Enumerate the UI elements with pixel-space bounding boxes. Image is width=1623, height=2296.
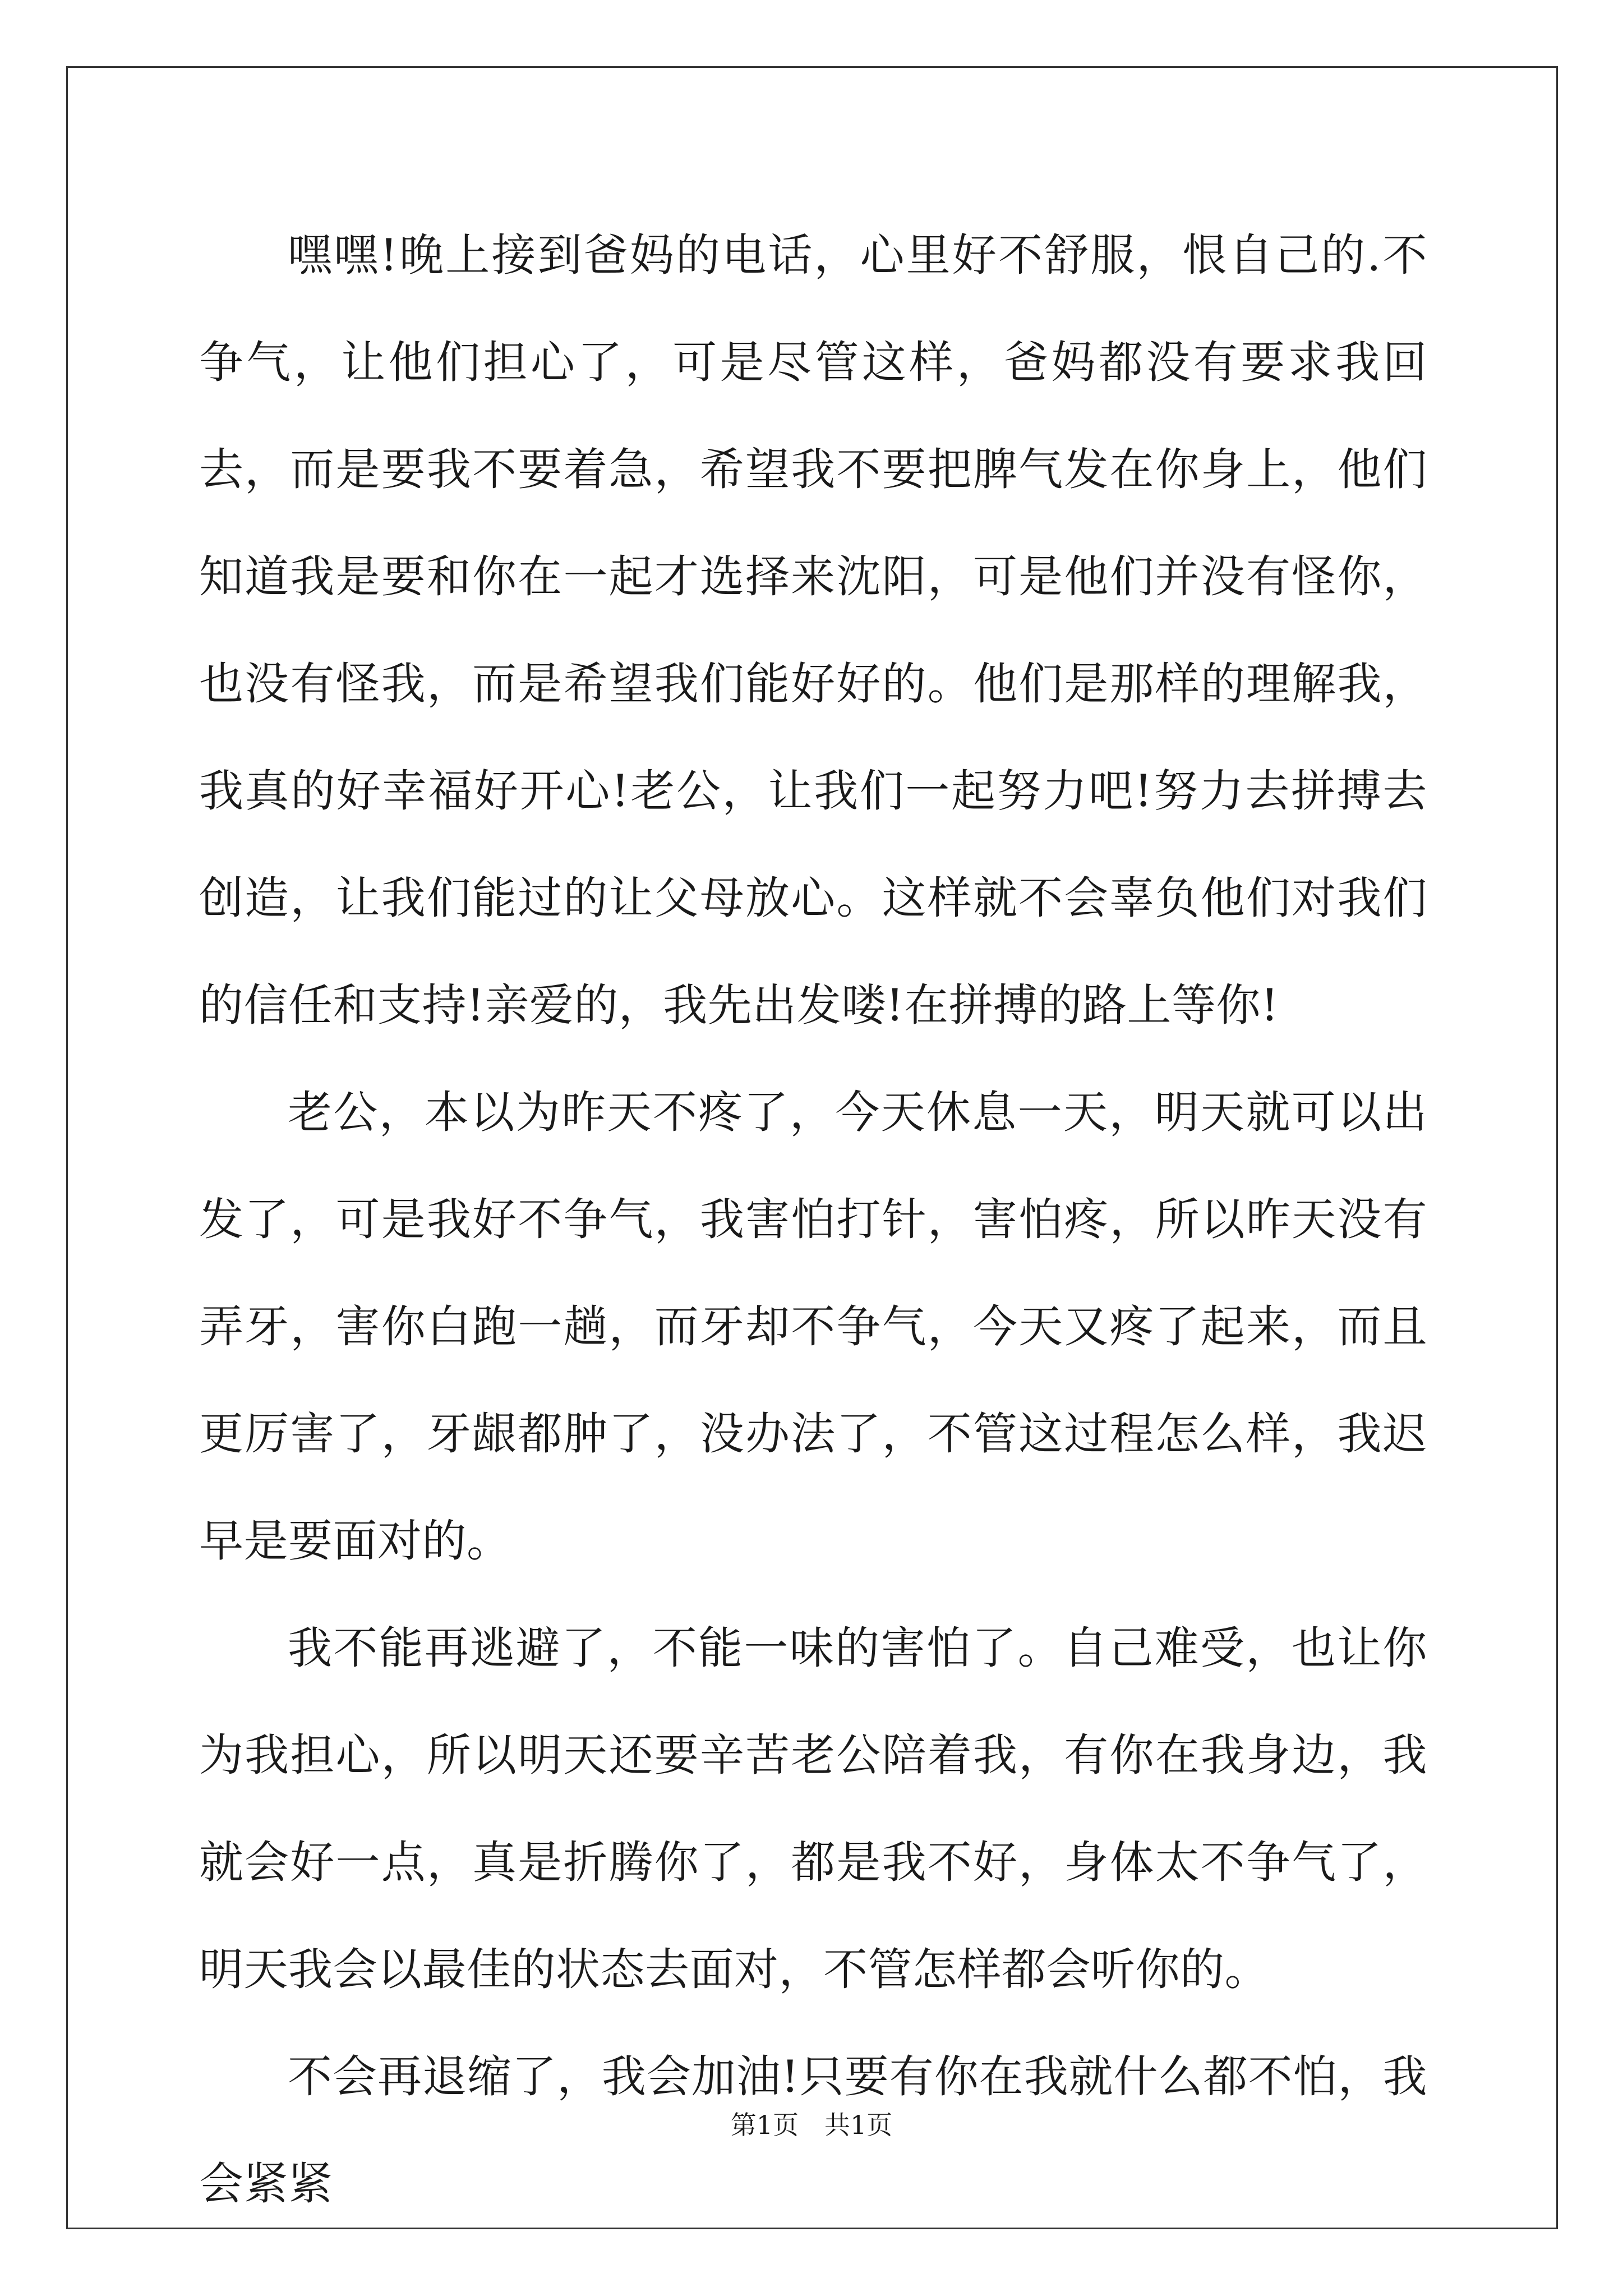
paragraph-3: 我不能再逃避了，不能一味的害怕了。自己难受，也让你为我担心，所以明天还要辛苦老公陪着我，有你在我身边，我就会好一点，真是折腾你了，都是我不好，身体太不争气了，明天我会以最佳的状态去面对，不管怎样都会听你的。 [199, 1622, 1427, 1995]
document-body [199, 202, 1427, 2238]
page-number-footer: 第1页 共1页 [730, 2110, 893, 2140]
paragraph-1: 嘿嘿!晚上接到爸妈的电话，心里好不舒服，恨自己的.不争气，让他们担心了，可是尽管这样，爸妈都没有要求我回去，而是要我不要着急，希望我不要把脾气发在你身上，他们知道我是要和你在一起才选择来沈阳，可是他们并没有怪你，也没有怪我，而是希望我们能好好的。他们是那样的理解我，我真的好幸福好开心!老公，让我们一起努力吧!努力去拼搏去创造，让我们能过的让父母放心。这样就不会辜负他们对我们的信任和支持!亲爱的，我先出发喽!在拼搏的路上等你! [199, 229, 1427, 1031]
paragraph-4: 不会再退缩了，我会加油!只要有你在我就什么都不怕，我会紧紧 [199, 2051, 1427, 2210]
paragraph-2: 老公，本以为昨天不疼了，今天休息一天，明天就可以出发了，可是我好不争气，我害怕打针，害怕疼，所以昨天没有弄牙，害你白跑一趟，而牙却不争气，今天又疼了起来，而且更厉害了，牙龈都肿了，没办法了，不管这过程怎么样，我迟早是要面对的。 [199, 1087, 1427, 1567]
